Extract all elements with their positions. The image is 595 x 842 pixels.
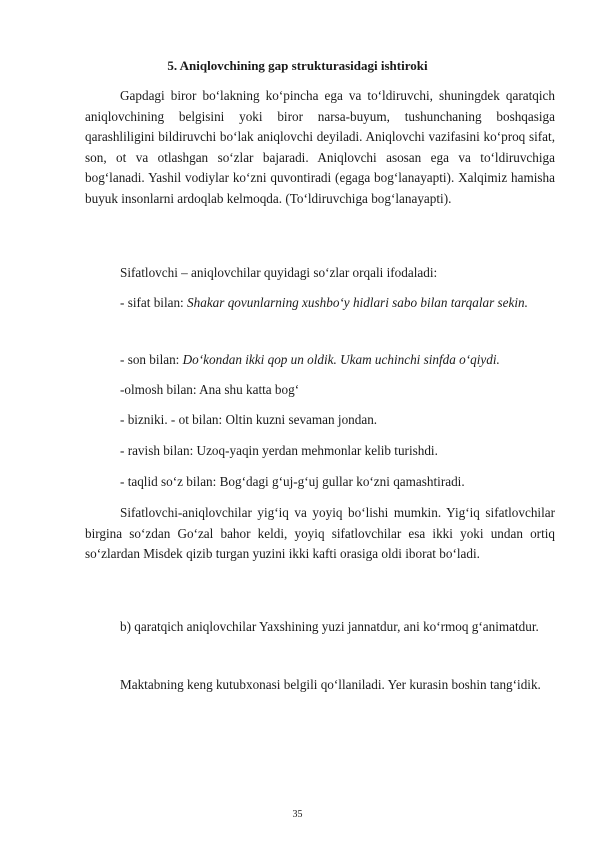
paragraph-intro: Sifatlovchi – aniqlovchilar quyidagi so‘zlar orqali ifodaladi: — [120, 265, 438, 280]
paragraph-compact-extended: Sifatlovchi-aniqlovchilar yig‘iq va yoyiq bo‘lishi mumkin. Yig‘iq sifatlovchilar birgina so‘zdan Go‘zal bahor keldi, yoyiq sifatlovchilar esa ikki yoki undan ortiq so‘zlardan Misdek qizib turgan yuzini ikki kafti orasiga oldi iborat bo‘ladi. — [85, 505, 555, 562]
page-number: 35 — [292, 809, 303, 820]
paragraph-number-example — [85, 350, 555, 371]
paragraph-adjective-example — [85, 293, 555, 314]
paragraph-possessive: b) qaratqich aniqlovchilar Yaxshining yuzi jannatdur, ani ko‘rmoq g‘animatdur. — [120, 619, 539, 634]
paragraph-noun-example: - bizniki. - ot bilan: Oltin kuzni sevaman jondan. — [120, 412, 378, 427]
example-label: - son bilan: — [120, 352, 183, 367]
paragraph-library-example: Maktabning keng kutubxonasi belgili qo‘llaniladi. Yer kurasin boshin tang‘idik. — [120, 677, 541, 692]
example-label: - sifat bilan: — [120, 295, 188, 310]
example-text: Do‘kondan ikki qop un oldik. Ukam uchinchi sinfda o‘qiydi. — [182, 352, 500, 367]
paragraph-definition: Gapdagi biror bo‘lakning ko‘pincha ega va to‘ldiruvchi, shuningdek qaratqich aniqlovchining belgisini yoki biror narsa-buyum, tushunchaning boshqasiga qarashliligini bildiruvchi bo‘lak aniqlovchi deyiladi. Aniqlovchi vazifasini ko‘proq sifat, son, ot va otlashgan so‘zlar bajaradi. Aniqlovchi asosan ega va to‘ldiruvchiga bog‘lanadi. Yashil vodiylar ko‘zni quvontiradi (egaga bog‘lanayapti). Xalqimiz hamisha buyuk insonlarni ardoqlab kelmoqda. (To‘ldiruvchiga bog‘lanayapti). — [85, 88, 555, 206]
paragraph-onomatopoeia-example: - taqlid so‘z bilan: Bog‘dagi g‘uj-g‘uj gullar ko‘zni qamashtiradi. — [120, 474, 465, 489]
paragraph-adverb-example: - ravish bilan: Uzoq-yaqin yerdan mehmonlar kelib turishdi. — [120, 443, 438, 458]
section-heading: 5. Aniqlovchining gap strukturasidagi ishtiroki — [167, 58, 428, 73]
paragraph-pronoun-example: -olmosh bilan: Ana shu katta bog‘ — [120, 382, 300, 397]
example-text: Shakar qovunlarning xushbo‘y hidlari sabo bilan tarqalar sekin. — [187, 295, 528, 310]
